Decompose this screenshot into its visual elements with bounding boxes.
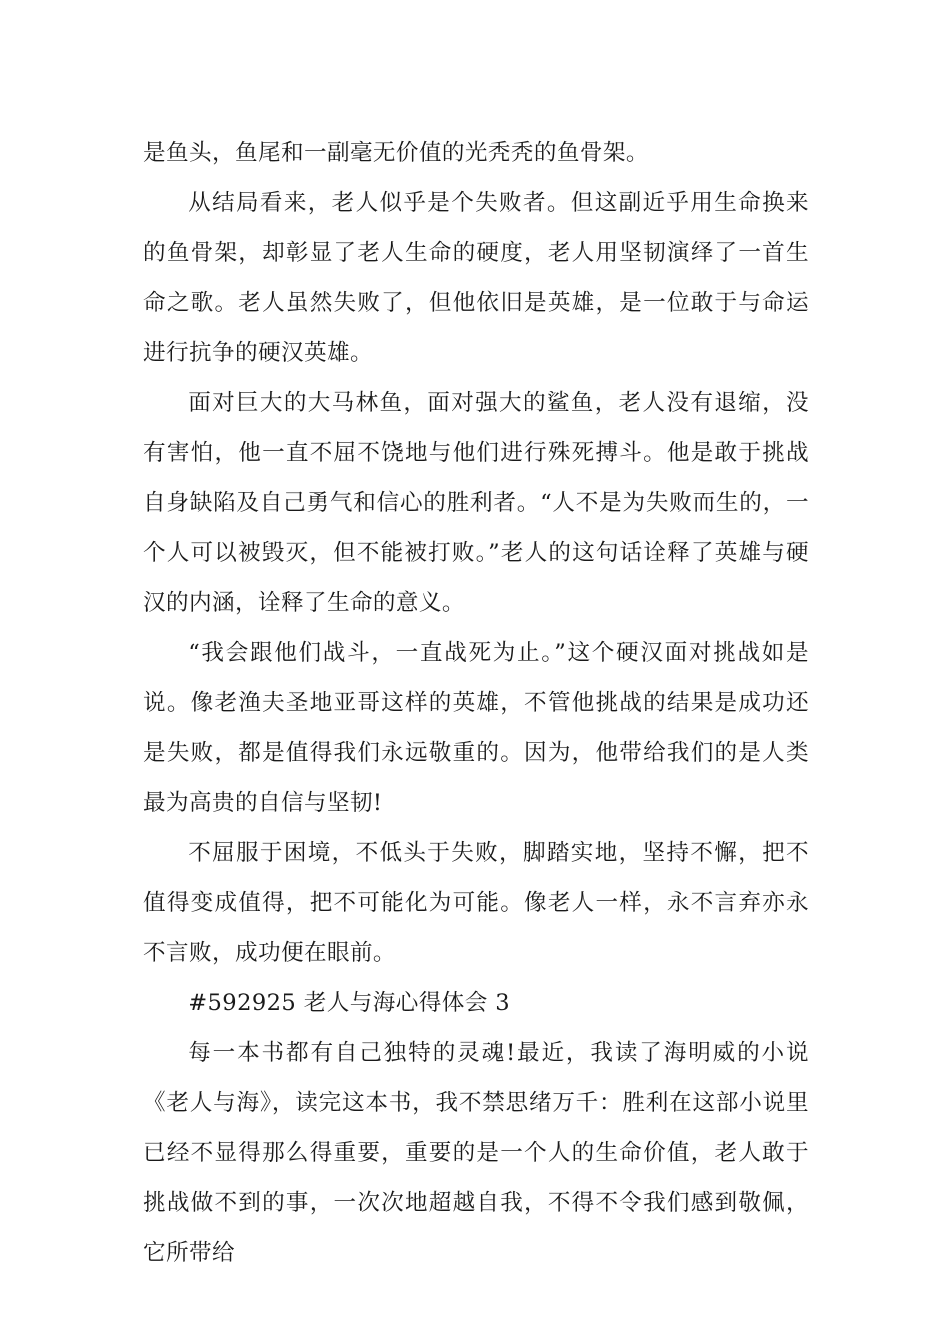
section-heading: #592925 老人与海心得体会 3	[188, 990, 511, 1016]
paragraph-section-intro: 每一本书都有自己独特的灵魂!最近，我读了海明威的小说《老人与海》，读完这本书，我不禁思绪万千：胜利在这部小说里已经不显得那么得重要，重要的是一个人的生命价值，老人敢于挑战做不到的事，一次次地超越自我，不得不令我们感到敬佩，它所带给	[143, 1040, 809, 1266]
paragraph-outcome: 从结局看来，老人似乎是个失败者。但这副近乎用生命换来的鱼骨架，却彰显了老人生命的硬度，老人用坚韧演绎了一首生命之歌。老人虽然失败了，但他依旧是英雄，是一位敢于与命运进行抗争的硬汉英雄。	[143, 190, 809, 366]
paragraph-continuation: 是鱼头，鱼尾和一副毫无价值的光秃秃的鱼骨架。	[143, 140, 649, 166]
document-page	[143, 128, 809, 1278]
paragraph-struggle: 面对巨大的大马林鱼，面对强大的鲨鱼，老人没有退缩，没有害怕，他一直不屈不饶地与他们进行殊死搏斗。他是敢于挑战自身缺陷及自己勇气和信心的胜利者。“人不是为失败而生的，一个人可以被毁灭，但不能被打败。”老人的这句话诠释了英雄与硬汉的内涵，诠释了生命的意义。	[143, 390, 809, 616]
paragraph-quote: “我会跟他们战斗，一直战死为止。”这个硬汉面对挑战如是说。像老渔夫圣地亚哥这样的英雄，不管他挑战的结果是成功还是失败，都是值得我们永远敬重的。因为，他带给我们的是人类最为高贵的自信与坚韧!	[143, 640, 809, 816]
paragraph-conclusion: 不屈服于困境，不低头于失败，脚踏实地，坚持不懈，把不值得变成值得，把不可能化为可能。像老人一样，永不言弃亦永不言败，成功便在眼前。	[143, 840, 809, 966]
